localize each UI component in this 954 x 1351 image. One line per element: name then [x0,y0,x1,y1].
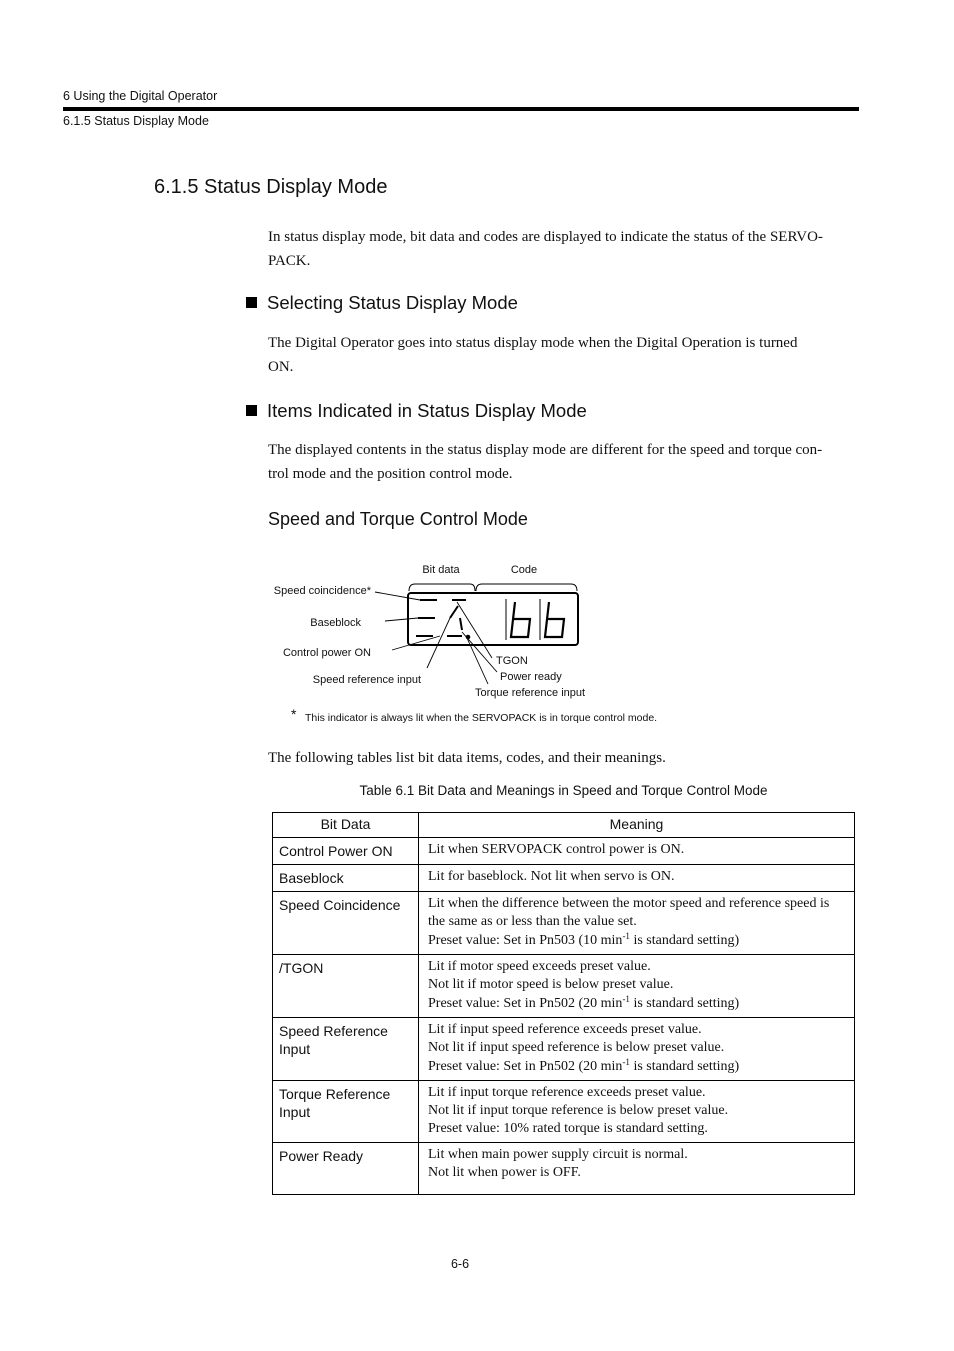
table-row [273,1018,855,1081]
table-caption: Table 6.1 Bit Data and Meanings in Speed and Torque Control Mode [359,783,768,798]
bit-data-digit-2 [447,600,469,638]
meaning-line: the same as or less than the value set. [428,914,637,929]
power-ready-label: Power ready [500,671,562,683]
bit-item: Speed Coincidence [273,892,419,955]
leader-lines [375,592,497,684]
meaning-line: Not lit when power is OFF. [428,1165,581,1180]
header-bit-data: Bit Data [273,813,419,838]
preset-line [428,995,845,1013]
footnote-mark: * [291,706,297,722]
table-row [273,892,855,955]
speed-torque-heading: Speed and Torque Control Mode [268,509,528,529]
items-line-1: The displayed contents in the status display mode are different for the speed and torque con- [268,442,823,458]
items-heading [246,400,587,422]
code-digit-b-2 [545,602,564,637]
square-bullet-icon [246,297,257,308]
items-heading-text: Items Indicated in Status Display Mode [267,400,587,421]
meaning-line: Preset value: 10% rated torque is standard setting. [428,1121,708,1136]
table-row [273,838,855,865]
items-paragraph [268,438,859,486]
intro-line-2: PACK. [268,253,311,269]
selecting-line-1: The Digital Operator goes into status display mode when the Digital Operation is turned [268,335,798,351]
preset-text: is standard setting) [629,933,740,948]
preset-text: Preset value: Set in Pn503 (10 min [428,933,623,948]
bit-item: Speed Reference Input [273,1018,419,1081]
preset-line [428,932,845,950]
intro-line-1: In status display mode, bit data and codes are displayed to indicate the status of the SERVO- [268,229,823,245]
meaning-line: Lit if motor speed exceeds preset value. [428,959,651,974]
bit-meaning [419,865,855,892]
square-bullet-icon [246,405,257,416]
table-header-row [273,813,855,838]
baseblock-label: Baseblock [310,617,361,629]
running-header-chapter: 6 Using the Digital Operator [63,89,218,103]
section-title: 6.1.5 Status Display Mode [154,176,388,198]
table-row [273,955,855,1018]
torque-reference-input-label: Torque reference input [475,687,586,699]
preset-text: is standard setting) [629,996,740,1011]
tables-intro: The following tables list bit data items, codes, and their meanings. [268,750,666,766]
bit-meaning [419,955,855,1018]
meaning-line: Lit if input torque reference exceeds preset value. [428,1085,706,1100]
header-rule [63,107,859,111]
tgon-label: TGON [496,655,528,667]
meaning-line: Lit if input speed reference exceeds preset value. [428,1022,702,1037]
bit-data-label: Bit data [422,564,460,576]
bit-data-brace [409,584,475,591]
selecting-line-2: ON. [268,359,294,375]
bit-meaning [419,838,855,865]
bit-item: /TGON [273,955,419,1018]
bit-item: Torque Reference Input [273,1081,419,1143]
bit-meaning [419,1018,855,1081]
bit-data-table [272,812,855,1195]
preset-text: Preset value: Set in Pn502 (20 min [428,1059,623,1074]
page-number: 6-6 [450,1257,470,1271]
bit-data-digit-1 [416,600,437,636]
code-digit-b-1 [511,602,530,637]
bit-item: Power Ready [273,1143,419,1195]
bit-meaning [419,892,855,955]
meaning-line: Lit when main power supply circuit is normal. [428,1147,688,1162]
meaning-line: Not lit if input speed reference is below preset value. [428,1040,725,1055]
table-row [273,1143,855,1195]
code-label: Code [510,564,538,576]
code-brace [476,584,577,591]
preset-superscript: -1 [622,994,630,1004]
selecting-heading [246,292,518,314]
preset-superscript: -1 [622,931,630,941]
bit-item: Control Power ON [273,838,419,865]
meaning-line: Lit when SERVOPACK control power is ON. [428,842,685,857]
selecting-heading-text: Selecting Status Display Mode [267,292,518,313]
header-meaning: Meaning [419,813,855,838]
preset-superscript: -1 [622,1057,630,1067]
intro-paragraph [268,225,859,273]
running-header-section: 6.1.5 Status Display Mode [63,114,209,128]
items-line-2: trol mode and the position control mode. [268,466,513,482]
table-row [273,1081,855,1143]
bit-meaning [419,1081,855,1143]
speed-reference-input-label: Speed reference input [312,674,421,686]
bit-meaning [419,1143,855,1195]
speed-coincidence-label: Speed coincidence* [273,585,371,597]
meaning-line: Not lit if motor speed is below preset value. [428,977,674,992]
preset-line [428,1058,845,1076]
meaning-line: Lit when the difference between the motor speed and reference speed is [428,896,830,911]
bit-item: Baseblock [273,865,419,892]
meaning-line: Lit for baseblock. Not lit when servo is ON. [428,869,675,884]
footnote-text: This indicator is always lit when the SERVOPACK is in torque control mode. [305,712,658,724]
table-row [273,865,855,892]
preset-text: Preset value: Set in Pn502 (20 min [428,996,623,1011]
status-display-diagram [262,556,702,731]
control-power-on-label: Control power ON [282,647,371,659]
selecting-paragraph [268,331,859,379]
meaning-line: Not lit if input torque reference is below preset value. [428,1103,729,1118]
preset-text: is standard setting) [629,1059,740,1074]
